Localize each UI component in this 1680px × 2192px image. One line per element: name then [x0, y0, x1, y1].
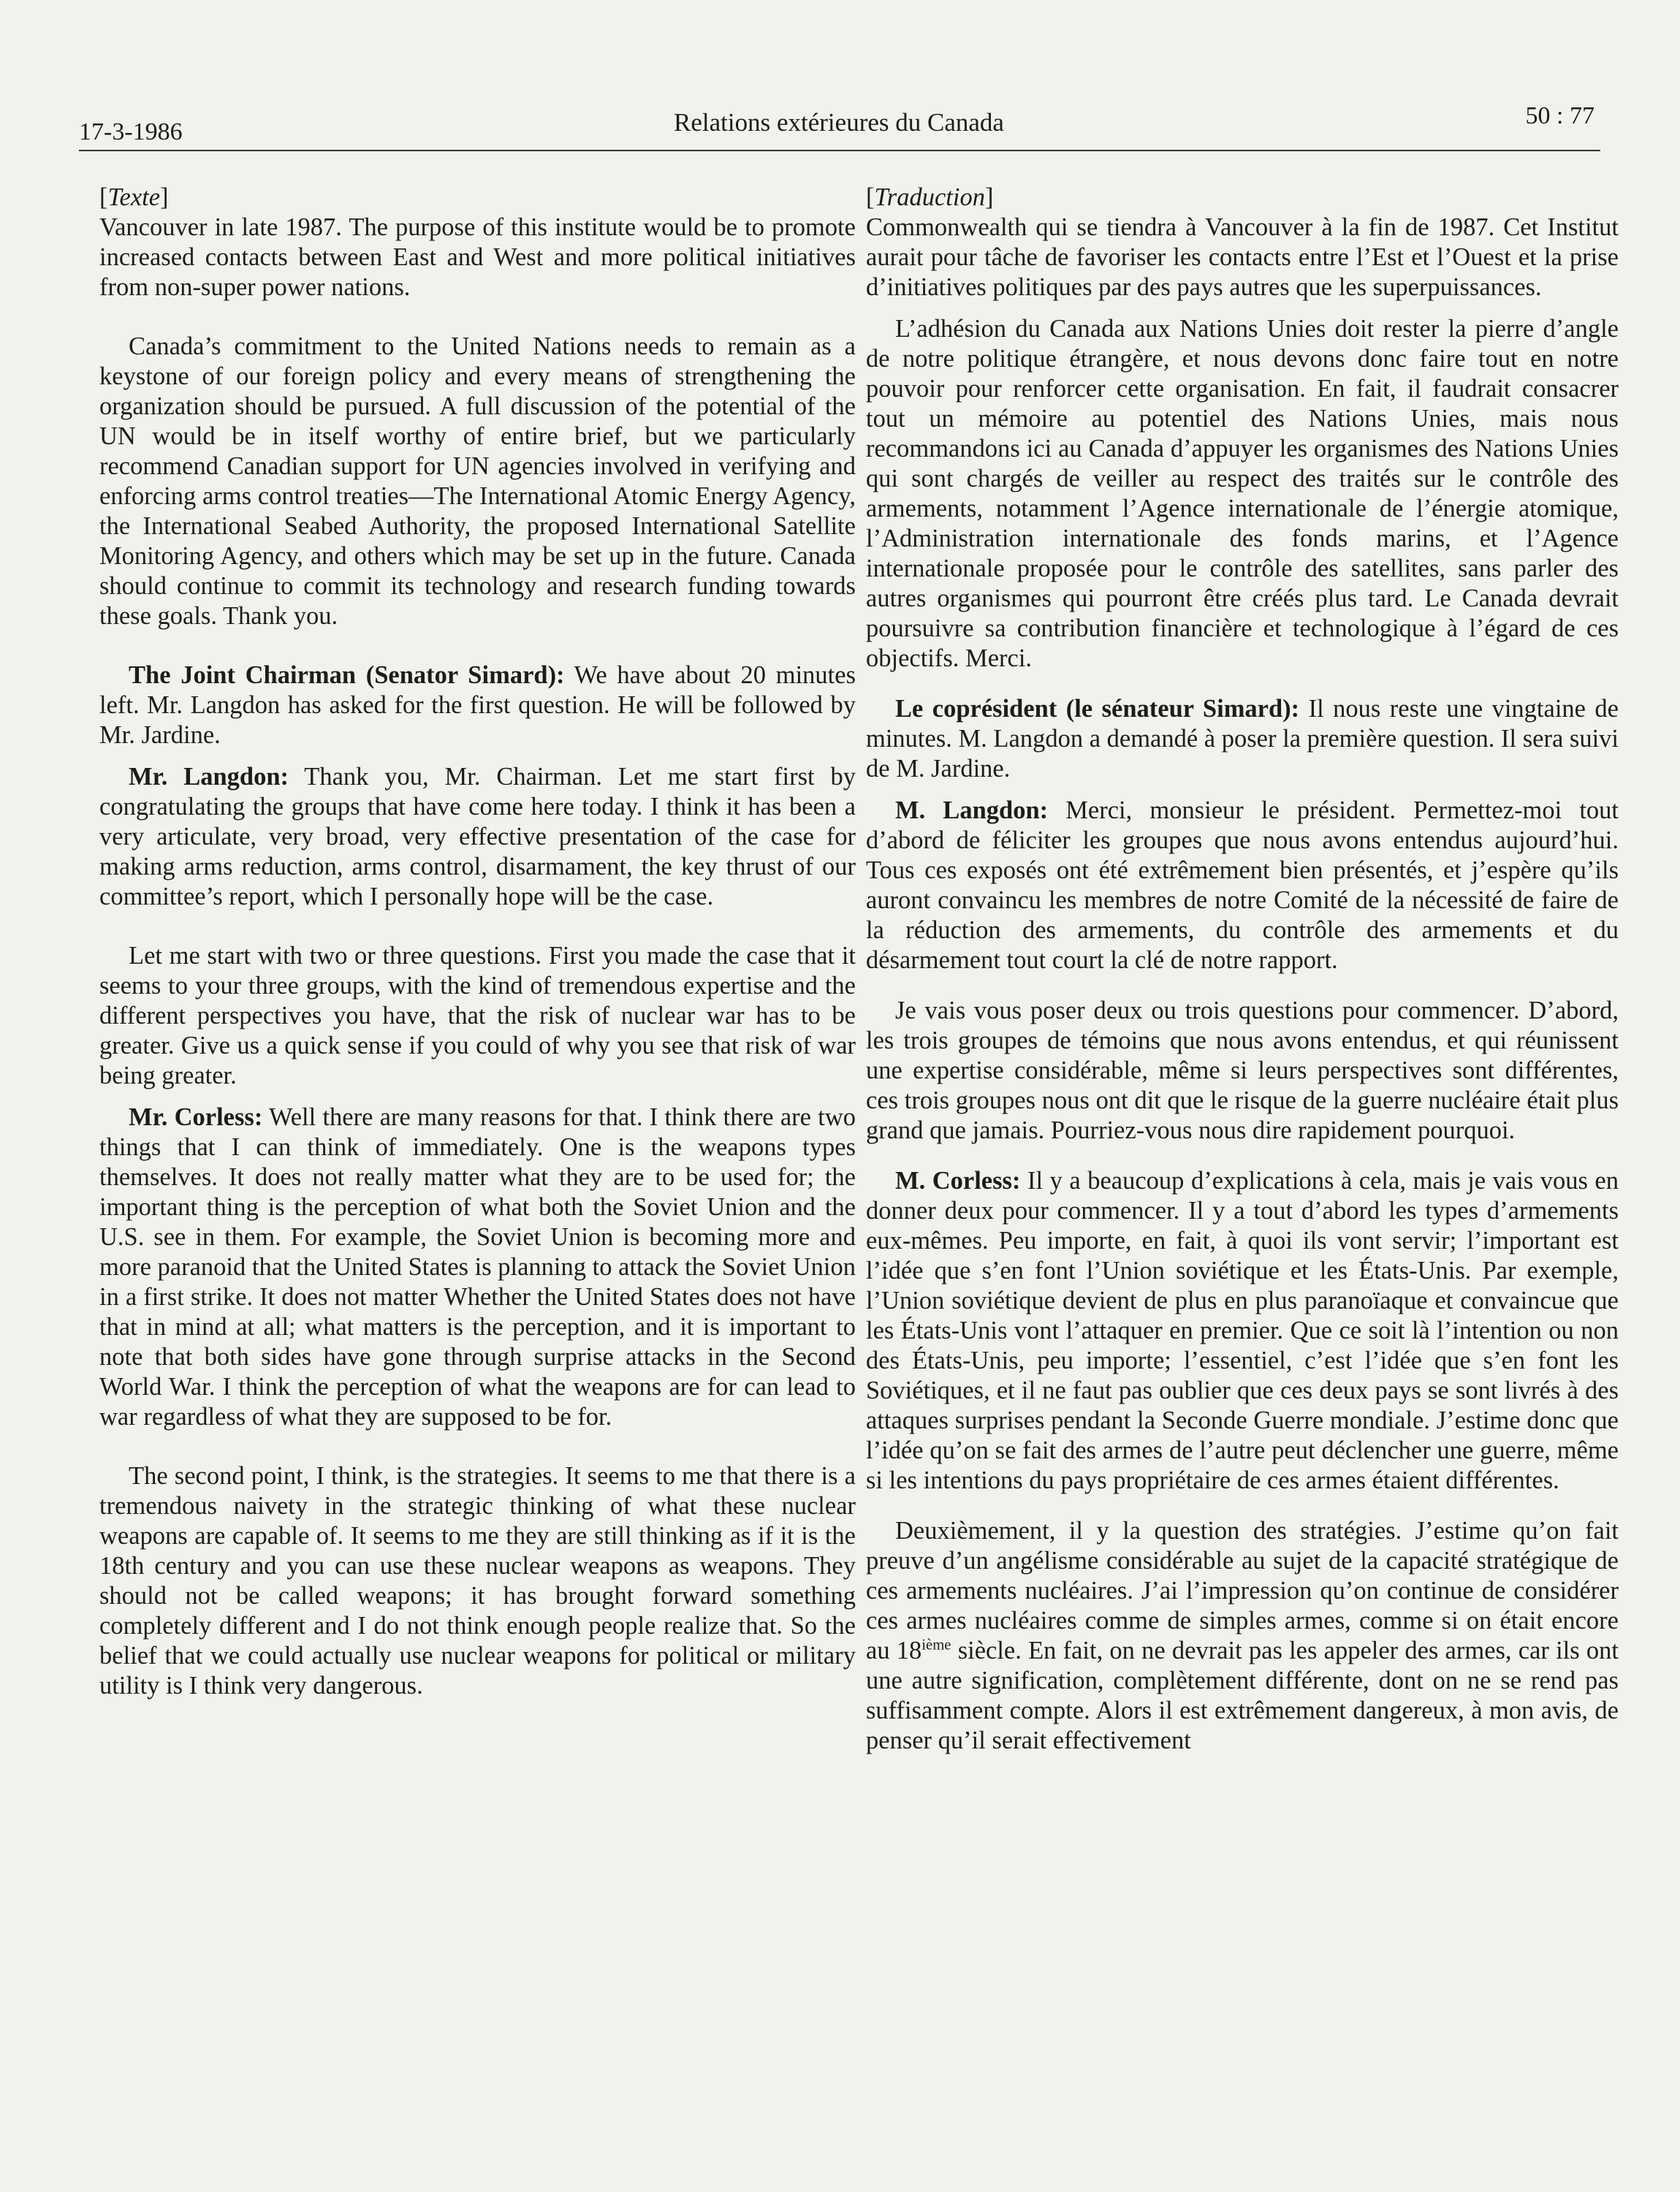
paragraph: Le coprésident (le sénateur Simard): Il nous reste une vingtaine de minutes. M. Langdon a demandé à poser la première question. Il sera suivi de M. Jardine. [866, 695, 1619, 783]
paragraph: Vancouver in late 1987. The purpose of this institute would be to promote increased contacts between East and West and more political initiatives from non-super power nations. [99, 213, 856, 301]
speaker-name: Le coprésident (le sénateur Simard): [895, 695, 1300, 723]
translation-label: [Traduction] [866, 183, 994, 211]
paragraph: Let me start with two or three questions. First you made the case that it seems to your three groups, with the kind of tremendous expertise and the different perspectives you have, that the risk of nuclear war has to be greater. Give us a quick sense if you could of why you see that risk of war being greater. [99, 942, 856, 1089]
page-header [79, 102, 1599, 153]
paragraph: M. Langdon: Merci, monsieur le président. Permettez-moi tout d’abord de féliciter les groupes que nous avons entendus aujourd’hui. Tous ces exposés ont été extrêmement bien présentés, et j’espère qu’ils auront convaincu les membres de notre Comité de la nécessité de faire de la réduction des armements, du contrôle des armements et du désarmement tout court la clé de notre rapport. [866, 796, 1619, 974]
speaker-name: Mr. Langdon: [129, 763, 289, 791]
paragraph: The Joint Chairman (Senator Simard): We have about 20 minutes left. Mr. Langdon has asked for the first question. He will be followed by Mr. Jardine. [99, 661, 856, 749]
paragraph: Canada’s commitment to the United Nations needs to remain as a keystone of our foreign policy and every means of strengthening the organization should be pursued. A full discussion of the potential of the UN would be in itself worthy of entire brief, but we particularly recommend Canadian support for UN agencies involved in verifying and enforcing arms control treaties—The International Atomic Energy Agency, the International Seabed Authority, the proposed International Satellite Monitoring Agency, and others which may be set up in the future. Canada should continue to commit its technology and research funding towards these goals. Thank you. [99, 332, 856, 630]
paragraph: L’adhésion du Canada aux Nations Unies doit rester la pierre d’angle de notre politique étrangère, et nous devons donc faire tout en notre pouvoir pour renforcer cette organisation. En fait, il faudrait consacrer tout un mémoire au potentiel des Nations Unies, mais nous recommandons ici au Canada d’appuyer les organismes des Nations Unies qui sont chargés de veiller au respect des traités sur le contrôle des armements, notamment l’Agence internationale de l’énergie atomique, l’Administration internationale des fonds marins, et l’Agence internationale proposée pour le contrôle des satellites, sans parler des autres organismes qui pourront être créés plus tard. Le Canada devrait poursuivre sa contribution financière et technologique à l’égard de ces objectifs. Merci. [866, 315, 1619, 672]
paragraph: Mr. Corless: Well there are many reasons for that. I think there are two things that I can think of immediately. One is the weapons types themselves. It does not really matter what they are to be used for; the important thing is the perception of what both the Soviet Union and the U.S. see in them. For example, the Soviet Union is becoming more and more paranoid that the United States is planning to attack the Soviet Union in a first strike. It does not matter Whether the United States does not have that in mind at all; what matters is the perception, and it is important to note that both sides have gone through surprise attacks in the Second World War. I think the perception of what the weapons are for can lead to war regardless of what they are supposed to be for. [99, 1103, 856, 1431]
english-column [99, 183, 856, 1701]
header-date: 17-3-1986 [79, 118, 183, 145]
text-label: [Texte] [99, 183, 169, 211]
paragraph: Mr. Langdon: Thank you, Mr. Chairman. Let me start first by congratulating the groups that have come here today. I think it has been a very articulate, very broad, very effective presentation of the case for making arms reduction, arms control, disarmament, the key thrust of our committee’s report, which I personally hope will be the case. [99, 763, 856, 910]
header-page-number: 50 : 77 [1525, 102, 1595, 129]
header-title: Relations extérieures du Canada [674, 108, 1004, 137]
speaker-name: M. Langdon: [895, 796, 1049, 824]
speaker-name: Mr. Corless: [129, 1103, 263, 1131]
paragraph: Je vais vous poser deux ou trois questions pour commencer. D’abord, les trois groupes de témoins que nous avons entendus, et qui réunissent une expertise considérable, même si leurs perspectives sont différentes, ces trois groupes nous ont dit que le risque de la guerre nucléaire était plus grand que jamais. Pourriez-vous nous dire rapidement pourquoi. [866, 997, 1619, 1144]
superscript: ième [921, 1637, 951, 1653]
paragraph: M. Corless: Il y a beaucoup d’explications à cela, mais je vais vous en donner deux pour commencer. Il y a tout d’abord les types d’armements eux-mêmes. Peu importe, en fait, à quoi ils vont servir; l’important est l’idée que s’en font l’Union soviétique et les États-Unis. Par exemple, l’Union soviétique devient de plus en plus paranoïaque et convaincue que les États-Unis vont l’attaquer en premier. Que ce soit là l’intention ou non des États-Unis, peu importe; l’essentiel, c’est l’idée que s’en font les Soviétiques, et il ne faut pas oublier que ces deux pays se sont livrés à des attaques surprises pendant la Seconde Guerre mondiale. J’estime donc que l’idée qu’on se fait des armes de l’autre peut déclencher une guerre, même si les intentions du pays propriétaire de ces armes étaient différentes. [866, 1167, 1619, 1494]
paragraph: Commonwealth qui se tiendra à Vancouver à la fin de 1987. Cet Institut aurait pour tâche de favoriser les contacts entre l’Est et l’Ouest et la prise d’initiatives politiques par des pays autres que les superpuissances. [866, 213, 1619, 301]
speaker-name: M. Corless: [895, 1167, 1021, 1195]
speaker-name: The Joint Chairman (Senator Simard): [129, 661, 565, 689]
french-column [866, 183, 1619, 1756]
paragraph: Deuxièmement, il y la question des stratégies. J’estime qu’on fait preuve d’un angélisme considérable au sujet de la capacité stratégique de ces armements nucléaires. J’ai l’impression qu’on continue de considérer ces armes nucléaires comme de simples armes, comme si on était encore au 18ième siècle. En fait, on ne devrait pas les appeler des armes, car ils ont une autre signification, complètement différente, dont on ne se rend pas suffisamment compte. Alors il est extrêmement dangereux, à mon avis, de penser qu’il serait effectivement [866, 1517, 1619, 1754]
header-rule [79, 150, 1600, 151]
paragraph: The second point, I think, is the strategies. It seems to me that there is a tremendous naivety in the strategic thinking of what these nuclear weapons are capable of. It seems to me they are still thinking as if it is the 18th century and you can use these nuclear weapons as weapons. They should not be called weapons; it has brought forward something completely different and I do not think enough people realize that. So the belief that we could actually use nuclear weapons for political or military utility is I think very dangerous. [99, 1462, 856, 1700]
